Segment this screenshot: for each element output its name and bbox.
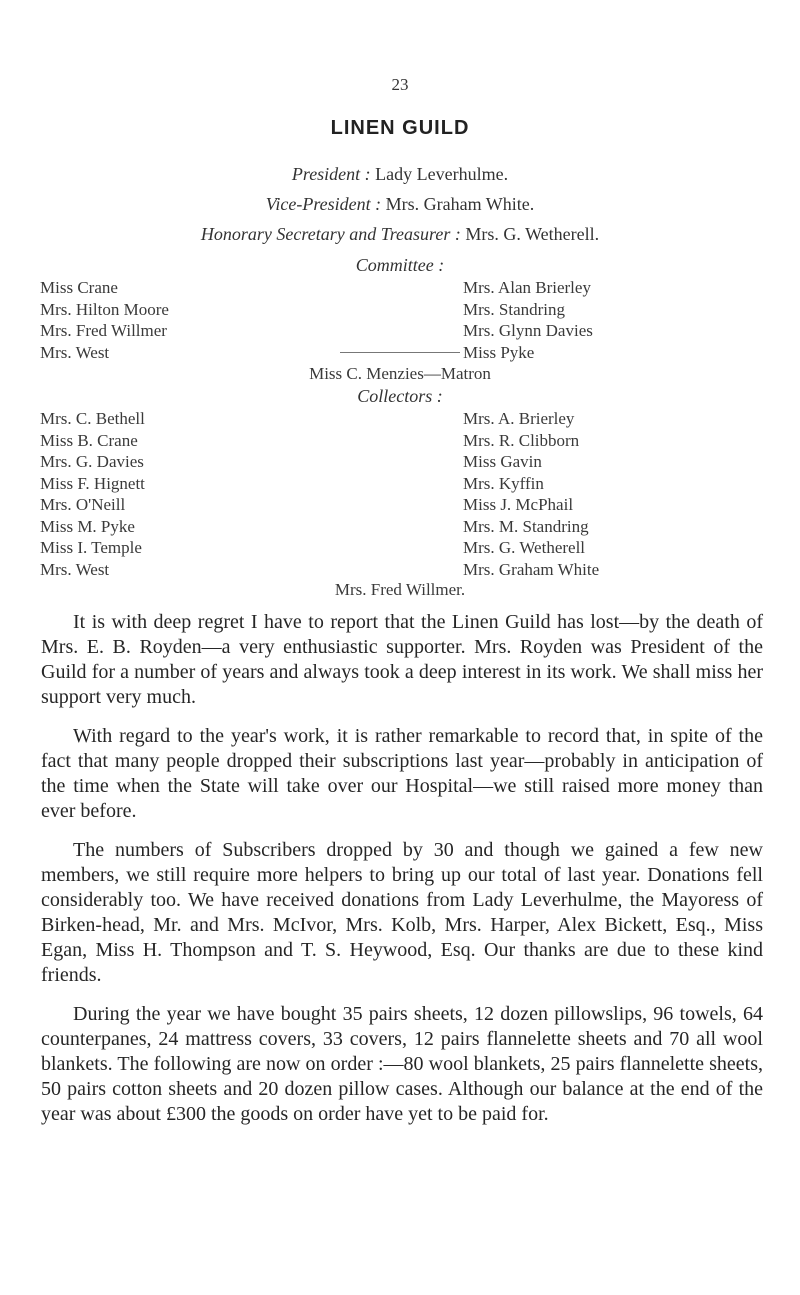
collectors-heading: Collectors : [357, 386, 443, 406]
officer-vice-president [0, 194, 800, 215]
collector-name: Mrs. West [40, 559, 110, 579]
page-number: 23 [391, 75, 409, 94]
officer-name: Lady Leverhulme. [375, 164, 509, 184]
page-title: LINEN GUILD [330, 117, 470, 139]
collector-name: Miss F. Hignett [40, 473, 145, 493]
committee-member: Miss Crane [40, 278, 118, 297]
collector-name: Mrs. M. Standring [463, 516, 589, 536]
collector-name: Mrs. O'Neill [40, 495, 126, 514]
report-paragraph: With regard to the year's work, it is rather remarkable to record that, in spite of the fact that many people dropped their subscriptions last year—probably in anticipation of the time when the State will take over our Hospital—we still raised more money than ever before. [41, 725, 763, 822]
collector-name: Mrs. Kyffin [463, 473, 544, 493]
committee-member: Mrs. Standring [463, 299, 565, 319]
collectors-footer: Mrs. Fred Willmer. [334, 580, 466, 599]
report-paragraph: The numbers of Subscribers dropped by 30 and though we gained a few new members, we still require more helpers to bring up our total of last year. Donations fell considerably too. We have received donations from Lady Leverhulme, the Mayoress of Birken-head, Mr. and Mrs. McIvor, Mrs. Kolb, Mrs. Harper, Alex Bickett, Esq., Miss Egan, Miss H. Thompson and T. S. Heywood, Esq. Our thanks are due to these kind friends. [41, 839, 763, 986]
collector-name: Miss M. Pyke [40, 516, 135, 536]
collectors-right-column [463, 408, 599, 580]
committee-member: Mrs. Glynn Davies [463, 321, 593, 340]
collector-name: Miss Gavin [463, 452, 542, 471]
collector-name: Mrs. A. Brierley [463, 409, 575, 428]
committee-right-column [463, 277, 593, 363]
committee-member: Mrs. Fred Willmer [40, 321, 167, 340]
collector-name: Mrs. G. Wetherell [463, 538, 586, 557]
officer-name: Mrs. Graham White. [385, 194, 535, 214]
report-paragraph: It is with deep regret I have to report that the Linen Guild has lost—by the death of Mrs. E. B. Royden—a very enthusiastic supporter. Mrs. Royden was President of the Guild for a number of years and always took a deep interest in its work. We shall miss her support very much. [41, 611, 763, 708]
collector-name: Mrs. Graham White [463, 559, 600, 579]
officer-role: President : [291, 164, 371, 184]
committee-left-column [40, 277, 169, 363]
collectors-left-column [40, 408, 145, 580]
officer-role: Honorary Secretary and Treasurer : [200, 224, 461, 244]
committee-member: Miss Pyke [463, 342, 535, 362]
committee-member: Mrs. West [40, 342, 110, 362]
collector-name: Miss B. Crane [40, 430, 138, 450]
officer-president [0, 164, 800, 185]
collector-name: Mrs. R. Clibborn [463, 430, 580, 450]
collector-name: Miss I. Temple [40, 538, 142, 557]
committee-footer: Miss C. Menzies—Matron [309, 364, 491, 383]
committee-member: Mrs. Alan Brierley [463, 278, 591, 297]
collector-name: Mrs. C. Bethell [40, 409, 145, 428]
officer-secretary-treasurer [0, 224, 800, 245]
committee-member: Mrs. Hilton Moore [40, 299, 169, 319]
report-body [41, 610, 763, 1141]
collector-name: Miss J. McPhail [463, 495, 574, 514]
officer-role: Vice-President : [265, 194, 382, 214]
section-divider [340, 352, 460, 353]
committee-heading: Committee : [355, 255, 445, 275]
report-paragraph: During the year we have bought 35 pairs sheets, 12 dozen pillowslips, 96 towels, 64 counterpanes, 24 mattress covers, 33 covers, 12 pairs flannelette sheets and 70 all wool blankets. The following are now on order :—80 wool blankets, 25 pairs flannelette sheets, 50 pairs cotton sheets and 20 dozen pillow cases. Although our balance at the end of the year was about £300 the goods on order have yet to be paid for. [41, 1003, 763, 1125]
officer-name: Mrs. G. Wetherell. [465, 224, 600, 244]
collector-name: Mrs. G. Davies [40, 452, 144, 471]
